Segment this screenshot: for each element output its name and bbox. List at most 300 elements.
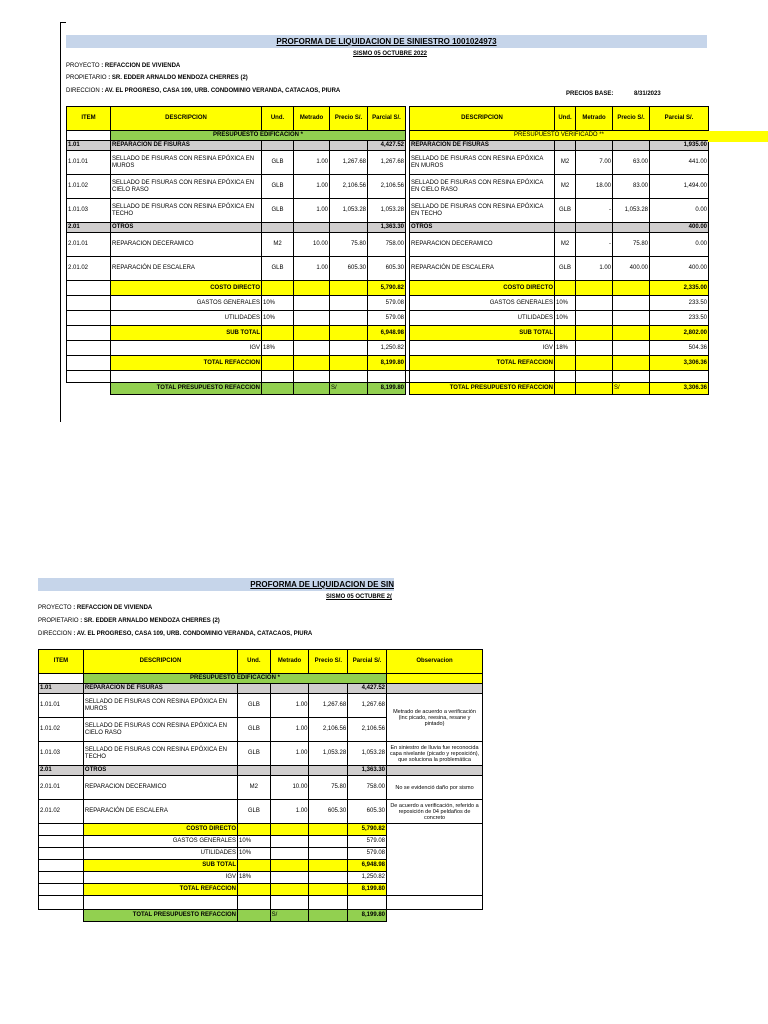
- v-item-precio: [613, 223, 650, 233]
- item-parcial: 4,427.52: [348, 684, 387, 694]
- table-row: [67, 199, 709, 223]
- cell: [576, 341, 613, 356]
- v-item-metrado: 7.00: [576, 151, 613, 175]
- summary-row: [39, 872, 483, 884]
- v-summary-parcial: 2,335.00: [650, 281, 709, 296]
- cell: [613, 326, 650, 341]
- v-summary-label: GASTOS GENERALES: [410, 296, 555, 311]
- cell: [270, 836, 309, 848]
- cell: [309, 848, 348, 860]
- cell: [294, 311, 330, 326]
- summary-pct: [262, 281, 294, 296]
- item-metrado: 1.00: [294, 151, 330, 175]
- item-observacion: [387, 684, 483, 694]
- v-item-unit: [555, 223, 576, 233]
- item-precio: 75.80: [309, 776, 348, 800]
- item-precio: [330, 223, 368, 233]
- summary-pct: 10%: [238, 836, 271, 848]
- cell: [613, 356, 650, 371]
- cell: [387, 824, 483, 836]
- spacer: [555, 371, 576, 383]
- cell: [270, 884, 309, 896]
- item-precio: 75.80: [330, 233, 368, 257]
- v-item-precio: 400.00: [613, 257, 650, 281]
- item-parcial: 2,106.56: [348, 718, 387, 742]
- spacer: [387, 896, 483, 910]
- item-description: OTROS: [111, 223, 262, 233]
- cell: [613, 296, 650, 311]
- summary-row: [39, 836, 483, 848]
- cell: [67, 131, 111, 141]
- item-observacion: No se evidenció daño por sismo: [387, 776, 483, 800]
- table-row: [39, 742, 483, 766]
- cell: [39, 674, 84, 684]
- v-summary-parcial: 3,306.36: [650, 356, 709, 371]
- doc-title: PROFORMA DE LIQUIDACION DE SINIESTRO 1001024973: [276, 37, 497, 46]
- summary-label: SUB TOTAL: [83, 860, 237, 872]
- cell: [576, 326, 613, 341]
- cell: [613, 341, 650, 356]
- v-item-precio: 83.00: [613, 175, 650, 199]
- header-precio: Precio S/.: [330, 107, 368, 131]
- cell: [576, 311, 613, 326]
- group-row: [67, 141, 709, 151]
- v-summary-label: COSTO DIRECTO: [410, 281, 555, 296]
- section-row: [39, 674, 483, 684]
- item-metrado: [270, 766, 309, 776]
- v-item-metrado: -: [576, 233, 613, 257]
- summary-pct: [238, 884, 271, 896]
- header-und: Und.: [262, 107, 294, 131]
- item-precio: 605.30: [330, 257, 368, 281]
- v-item-unit: GLB: [555, 257, 576, 281]
- item-code: 2.01: [39, 766, 84, 776]
- header-item: ITEM: [39, 650, 84, 674]
- cell: [67, 341, 111, 356]
- cell: [294, 383, 330, 395]
- v-item-metrado: 18.00: [576, 175, 613, 199]
- v-item-description: SELLADO DE FISURAS CON RESINA EPÓXICA EN CIELO RASO: [410, 175, 555, 199]
- v-item-unit: GLB: [555, 199, 576, 223]
- v-item-description: REPARACIÓN DE ESCALERA: [410, 257, 555, 281]
- table-row: [39, 776, 483, 800]
- v-item-metrado: [576, 141, 613, 151]
- item-unit: GLB: [262, 175, 294, 199]
- item-precio: 605.30: [309, 800, 348, 824]
- header-v-und: Und.: [555, 107, 576, 131]
- summary-parcial: 579.08: [368, 311, 406, 326]
- summary-pct: 18%: [238, 872, 271, 884]
- header-v-descripcion: DESCRIPCION: [410, 107, 555, 131]
- table-row: [67, 233, 709, 257]
- item-unit: [262, 141, 294, 151]
- item-metrado: 1.00: [294, 175, 330, 199]
- summary-parcial: 8,199.80: [368, 356, 406, 371]
- header-und: Und.: [238, 650, 271, 674]
- item-precio: 2,106.56: [309, 718, 348, 742]
- item-unit: GLB: [238, 800, 271, 824]
- cell: [613, 281, 650, 296]
- cell: [270, 824, 309, 836]
- cell: [555, 383, 576, 395]
- total-row: [39, 910, 483, 922]
- item-observacion: En siniestro de lluvia fue reconocida capa nivelante (picado y reposición), que soluciona la problemática: [387, 742, 483, 766]
- budget-table-top: [66, 106, 709, 395]
- item-unit: GLB: [238, 742, 271, 766]
- item-unit: GLB: [238, 718, 271, 742]
- item-description: REPARACIÓN DE ESCALERA: [83, 800, 237, 824]
- item-parcial: 758.00: [348, 776, 387, 800]
- item-unit: GLB: [262, 151, 294, 175]
- header-parcial: Parcial S/.: [348, 650, 387, 674]
- total-label: TOTAL PRESUPUESTO REFACCION: [111, 383, 262, 395]
- cell: [294, 281, 330, 296]
- item-unit: GLB: [262, 199, 294, 223]
- item-unit: GLB: [238, 694, 271, 718]
- section-edificacion: PRESUPUESTO EDIFICACION *: [83, 674, 386, 684]
- item-precio: 1,267.68: [330, 151, 368, 175]
- header-metrado: Metrado: [270, 650, 309, 674]
- cell: [270, 872, 309, 884]
- summary-label: IGV: [111, 341, 262, 356]
- v-item-metrado: [576, 223, 613, 233]
- header-row: [67, 107, 709, 131]
- item-code: 1.01.02: [39, 718, 84, 742]
- item-metrado: 1.00: [270, 742, 309, 766]
- v-summary-label: UTILIDADES: [410, 311, 555, 326]
- cell: [309, 872, 348, 884]
- total-verificado: 3,306.36: [650, 383, 709, 395]
- cell: [39, 860, 84, 872]
- item-unit: [238, 766, 271, 776]
- summary-label: COSTO DIRECTO: [111, 281, 262, 296]
- summary-parcial: 579.08: [348, 848, 387, 860]
- cell: [330, 311, 368, 326]
- summary-row: [67, 296, 709, 311]
- header-observacion: Observacion: [387, 650, 483, 674]
- cell: [294, 356, 330, 371]
- header-descripcion: DESCRIPCION: [83, 650, 237, 674]
- header-v-metrado: Metrado: [576, 107, 613, 131]
- item-unit: GLB: [262, 257, 294, 281]
- item-description: SELLADO DE FISURAS CON RESINA EPÓXICA EN CIELO RASO: [83, 718, 237, 742]
- summary-pct: [238, 824, 271, 836]
- header-row: [39, 650, 483, 674]
- summary-parcial: 6,948.98: [348, 860, 387, 872]
- info-propietario: PROPIETARIO : SR. EDDER ARNALDO MENDOZA CHERRES (2): [66, 75, 248, 81]
- summary-row: [39, 884, 483, 896]
- item-code: 1.01: [39, 684, 84, 694]
- v-summary-pct: 10%: [555, 296, 576, 311]
- item-precio: 1,267.68: [309, 694, 348, 718]
- item-observacion: Metrado de acuerdo a verificación (inc picado, reesina, resane y pintado): [387, 694, 483, 742]
- info-propietario-2: PROPIETARIO : SR. EDDER ARNALDO MENDOZA CHERRES (2): [38, 618, 220, 624]
- item-unit: [262, 223, 294, 233]
- cell: [387, 836, 483, 848]
- v-item-parcial: 400.00: [650, 257, 709, 281]
- section-verificado: PRESUPUESTO VERIFICADO **: [410, 131, 709, 141]
- total-row: [67, 383, 709, 395]
- summary-parcial: 1,250.82: [368, 341, 406, 356]
- v-item-precio: [613, 141, 650, 151]
- v-item-unit: M2: [555, 175, 576, 199]
- summary-parcial: 5,790.82: [368, 281, 406, 296]
- summary-row: [39, 848, 483, 860]
- group-row: [67, 223, 709, 233]
- cell: [39, 910, 84, 922]
- header-v-parcial: Parcial S/.: [650, 107, 709, 131]
- summary-label: IGV: [83, 872, 237, 884]
- cell: [67, 383, 111, 395]
- cell: [576, 383, 613, 395]
- v-item-description: SELLADO DE FISURAS CON RESINA EPÓXICA EN MUROS: [410, 151, 555, 175]
- doc-subtitle-2: SISMO 05 OCTUBRE 2(: [326, 594, 393, 600]
- item-parcial: 1,053.28: [368, 199, 406, 223]
- v-item-unit: M2: [555, 151, 576, 175]
- spacer: [294, 371, 330, 383]
- group-row: [39, 684, 483, 694]
- item-parcial: 605.30: [368, 257, 406, 281]
- cell: [387, 910, 483, 922]
- spacer: [83, 896, 237, 910]
- item-code: 2.01.02: [39, 800, 84, 824]
- doc-subtitle: SISMO 05 OCTUBRE 2022: [352, 51, 428, 57]
- header-precio: Precio S/.: [309, 650, 348, 674]
- v-item-metrado: -: [576, 199, 613, 223]
- item-parcial: 4,427.52: [368, 141, 406, 151]
- total-currency: S/: [330, 383, 368, 395]
- spacer-row: [39, 896, 483, 910]
- header-metrado: Metrado: [294, 107, 330, 131]
- v-item-description: REPARACION DECERAMICO: [410, 233, 555, 257]
- cell: [39, 848, 84, 860]
- item-parcial: 1,267.68: [348, 694, 387, 718]
- item-metrado: [270, 684, 309, 694]
- spacer: [330, 371, 368, 383]
- item-metrado: 1.00: [270, 694, 309, 718]
- v-item-parcial: 1,935.00: [650, 141, 709, 151]
- summary-row: [67, 326, 709, 341]
- summary-label: TOTAL REFACCION: [111, 356, 262, 371]
- cell: [576, 281, 613, 296]
- info-direccion-2: DIRECCION : AV. EL PROGRESO, CASA 109, URB. CONDOMINIO VERANDA, CATACAOS, PIURA: [38, 631, 313, 637]
- cell: [67, 311, 111, 326]
- item-precio: 1,053.28: [330, 199, 368, 223]
- item-parcial: 605.30: [348, 800, 387, 824]
- total-label: TOTAL PRESUPUESTO REFACCION: [83, 910, 237, 922]
- cell: [576, 296, 613, 311]
- info-proyecto: PROYECTO : REFACCION DE VIVIENDA: [66, 63, 181, 69]
- summary-label: GASTOS GENERALES: [111, 296, 262, 311]
- item-metrado: 1.00: [270, 800, 309, 824]
- v-item-parcial: 0.00: [650, 233, 709, 257]
- summary-row: [39, 824, 483, 836]
- v-item-unit: [555, 141, 576, 151]
- spacer: [348, 896, 387, 910]
- item-unit: M2: [262, 233, 294, 257]
- summary-pct: [262, 356, 294, 371]
- summary-parcial: 579.08: [368, 296, 406, 311]
- v-item-parcial: 400.00: [650, 223, 709, 233]
- spacer: [410, 371, 555, 383]
- item-metrado: 10.00: [270, 776, 309, 800]
- summary-label: UTILIDADES: [83, 848, 237, 860]
- cell: [309, 884, 348, 896]
- summary-label: SUB TOTAL: [111, 326, 262, 341]
- item-description: REPARACION DECERAMICO: [111, 233, 262, 257]
- spacer: [309, 896, 348, 910]
- item-code: 2.01: [67, 223, 111, 233]
- v-summary-pct: [555, 356, 576, 371]
- v-summary-pct: [555, 326, 576, 341]
- v-item-metrado: 1.00: [576, 257, 613, 281]
- summary-parcial: 5,790.82: [348, 824, 387, 836]
- group-row: [39, 766, 483, 776]
- summary-parcial: 8,199.80: [348, 884, 387, 896]
- cell: [330, 296, 368, 311]
- v-item-parcial: 441.00: [650, 151, 709, 175]
- item-observacion: De acuerdo a verificación, referido a reposición de 04 peldaños de concreto: [387, 800, 483, 824]
- spacer: [270, 896, 309, 910]
- spacer: [39, 896, 84, 910]
- summary-pct: 18%: [262, 341, 294, 356]
- summary-pct: [262, 326, 294, 341]
- v-summary-pct: 10%: [555, 311, 576, 326]
- verificado-overflow: [708, 131, 768, 142]
- doc-title-2: PROFORMA DE LIQUIDACION DE SIN: [250, 580, 394, 589]
- summary-parcial: 1,250.82: [348, 872, 387, 884]
- item-code: 1.01.01: [67, 151, 111, 175]
- summary-row: [67, 281, 709, 296]
- item-description: REPARACION DECERAMICO: [83, 776, 237, 800]
- cell: [39, 872, 84, 884]
- cell: [238, 910, 271, 922]
- cell: [309, 860, 348, 872]
- item-description: SELLADO DE FISURAS CON RESINA EPÓXICA EN TECHO: [111, 199, 262, 223]
- v-summary-parcial: 2,802.00: [650, 326, 709, 341]
- cell: [262, 383, 294, 395]
- item-metrado: 1.00: [270, 718, 309, 742]
- v-total-currency: S/: [613, 383, 650, 395]
- header-descripcion: DESCRIPCION: [111, 107, 262, 131]
- v-item-unit: M2: [555, 233, 576, 257]
- spacer: [111, 371, 262, 383]
- item-description: SELLADO DE FISURAS CON RESINA EPÓXICA EN MUROS: [111, 151, 262, 175]
- summary-label: UTILIDADES: [111, 311, 262, 326]
- cell: [330, 341, 368, 356]
- item-code: 1.01.03: [39, 742, 84, 766]
- v-item-description: SELLADO DE FISURAS CON RESINA EPÓXICA EN TECHO: [410, 199, 555, 223]
- cell: [387, 674, 483, 684]
- summary-parcial: 6,948.98: [368, 326, 406, 341]
- item-code: 2.01.01: [67, 233, 111, 257]
- item-metrado: 1.00: [294, 199, 330, 223]
- item-code: 1.01: [67, 141, 111, 151]
- item-code: 2.01.01: [39, 776, 84, 800]
- v-item-precio: 1,053.28: [613, 199, 650, 223]
- summary-pct: 10%: [262, 296, 294, 311]
- header-item: ITEM: [67, 107, 111, 131]
- cell: [67, 326, 111, 341]
- cell: [309, 910, 348, 922]
- v-summary-parcial: 233.50: [650, 311, 709, 326]
- header-v-precio: Precio S/.: [613, 107, 650, 131]
- v-summary-label: IGV: [410, 341, 555, 356]
- table-row: [67, 175, 709, 199]
- item-parcial: 758.00: [368, 233, 406, 257]
- total-edificacion: 8,199.80: [368, 383, 406, 395]
- total-currency: S/: [270, 910, 309, 922]
- cell: [39, 824, 84, 836]
- cell: [387, 848, 483, 860]
- item-unit: M2: [238, 776, 271, 800]
- cell: [39, 836, 84, 848]
- summary-row: [67, 311, 709, 326]
- item-unit: [238, 684, 271, 694]
- header-parcial: Parcial S/.: [368, 107, 406, 131]
- item-description: SELLADO DE FISURAS CON RESINA EPÓXICA EN MUROS: [83, 694, 237, 718]
- info-proyecto-2: PROYECTO : REFACCION DE VIVIENDA: [38, 605, 153, 611]
- cell: [309, 824, 348, 836]
- v-summary-parcial: 504.36: [650, 341, 709, 356]
- cell: [330, 356, 368, 371]
- item-parcial: 1,363.30: [348, 766, 387, 776]
- table-row: [67, 257, 709, 281]
- table-row: [39, 800, 483, 824]
- total-edificacion: 8,199.80: [348, 910, 387, 922]
- spacer: [613, 371, 650, 383]
- summary-pct: [238, 860, 271, 872]
- item-description: REPARACIÓN DE FISURAS: [111, 141, 262, 151]
- item-parcial: 1,053.28: [348, 742, 387, 766]
- cell: [67, 296, 111, 311]
- precios-base-value: 8/31/2023: [634, 91, 661, 97]
- summary-pct: 10%: [262, 311, 294, 326]
- spacer: [238, 896, 271, 910]
- item-metrado: [294, 141, 330, 151]
- cell: [330, 326, 368, 341]
- cell: [294, 296, 330, 311]
- item-parcial: 1,267.68: [368, 151, 406, 175]
- item-code: 1.01.01: [39, 694, 84, 718]
- cell: [387, 884, 483, 896]
- v-summary-parcial: 233.50: [650, 296, 709, 311]
- cell: [270, 860, 309, 872]
- item-description: SELLADO DE FISURAS CON RESINA EPÓXICA EN CIELO RASO: [111, 175, 262, 199]
- cell: [39, 884, 84, 896]
- summary-label: TOTAL REFACCION: [83, 884, 237, 896]
- v-item-description: REPARACIÓN DE FISURAS: [410, 141, 555, 151]
- summary-pct: 10%: [238, 848, 271, 860]
- item-code: 2.01.02: [67, 257, 111, 281]
- cell: [67, 281, 111, 296]
- item-description: SELLADO DE FISURAS CON RESINA EPÓXICA EN TECHO: [83, 742, 237, 766]
- spacer: [368, 371, 406, 383]
- item-description: OTROS: [83, 766, 237, 776]
- item-metrado: 10.00: [294, 233, 330, 257]
- summary-row: [67, 341, 709, 356]
- spacer: [576, 371, 613, 383]
- spacer: [650, 371, 709, 383]
- v-item-precio: 75.80: [613, 233, 650, 257]
- item-precio: 1,053.28: [309, 742, 348, 766]
- cell: [387, 860, 483, 872]
- v-summary-label: TOTAL REFACCION: [410, 356, 555, 371]
- item-description: REPARACIÓN DE FISURAS: [83, 684, 237, 694]
- spacer-row: [67, 371, 709, 383]
- cell: [387, 872, 483, 884]
- item-precio: [309, 766, 348, 776]
